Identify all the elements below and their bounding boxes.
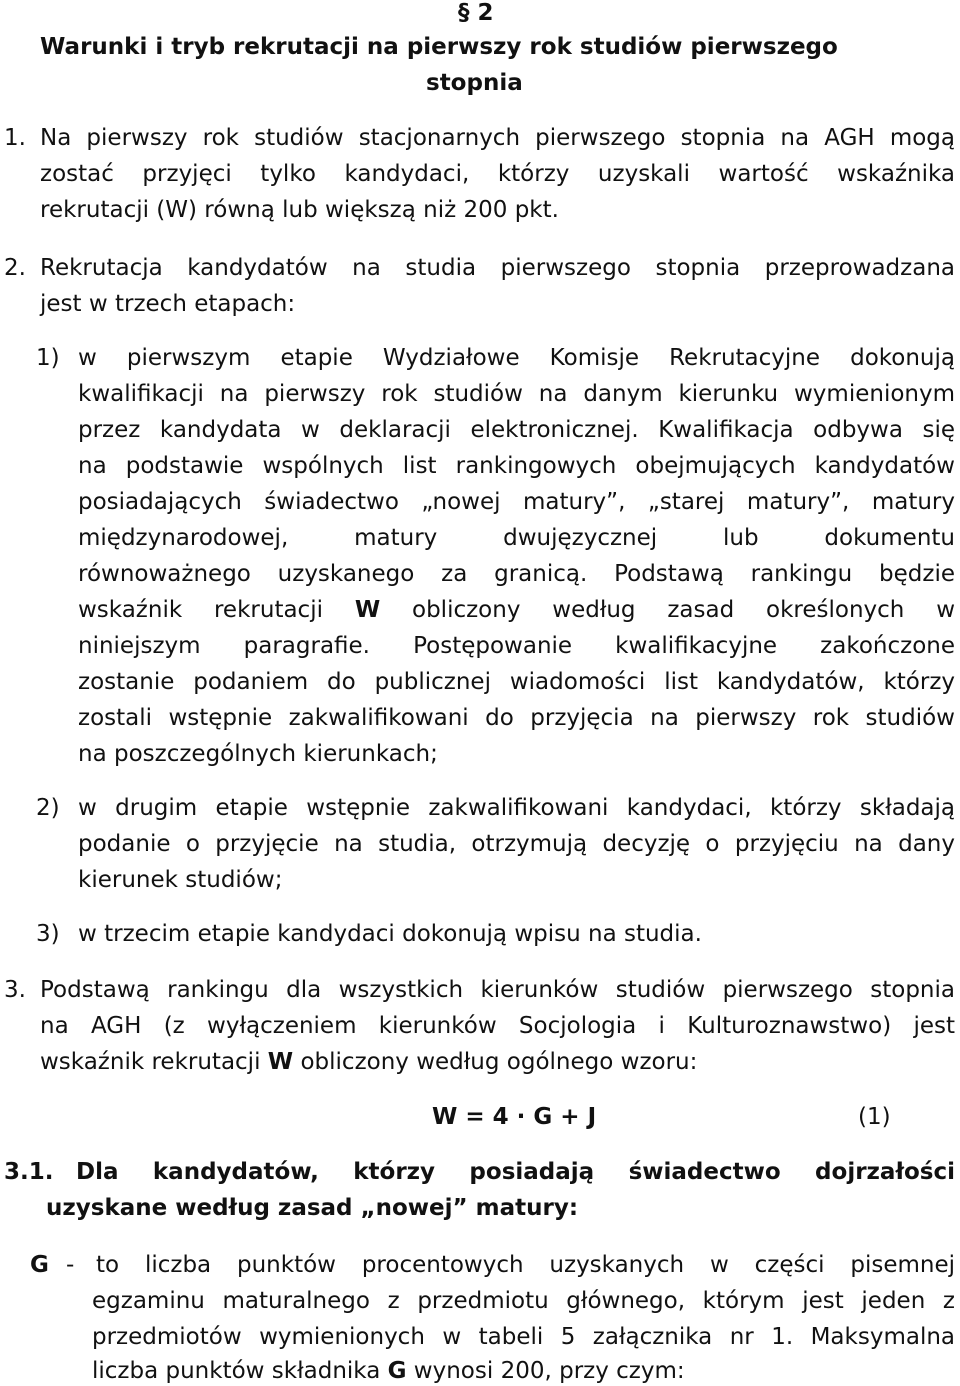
sub31-marker: 3.1. <box>4 1159 54 1185</box>
p1-line: Na pierwszy rok studiów stacjonarnych pierwszego stopnia na AGH mogą <box>40 125 955 151</box>
g-symbol-inline: G <box>387 1358 407 1384</box>
item1-line-8 <box>78 595 955 625</box>
g-def-line: to liczba punktów procentowych uzyskanych w części pisemnej <box>96 1252 955 1278</box>
item1-line: niniejszym paragrafie. Postępowanie kwalifikacyjne zakończone <box>78 633 955 659</box>
sub31-line: uzyskane według zasad „nowej” matury: <box>46 1195 579 1221</box>
item2-line: kierunek studiów; <box>78 867 283 893</box>
item3-marker: 3) <box>36 921 60 947</box>
item1-line: międzynarodowej, matury dwujęzycznej lub dokumentu <box>78 525 955 551</box>
g-dash: - <box>66 1252 75 1278</box>
g-def-line-4 <box>92 1356 685 1386</box>
item3-line: w trzecim etapie kandydaci dokonują wpisu na studia. <box>78 921 702 947</box>
item1-line: na podstawie wspólnych list rankingowych obejmujących kandydatów <box>78 453 955 479</box>
item1-line: posiadających świadectwo „nowej matury”, „starej matury”, matury <box>78 489 955 515</box>
g-def-line: egzaminu maturalnego z przedmiotu głównego, którym jest jeden z <box>92 1288 955 1314</box>
g-def-line-4-part: liczba punktów składnika <box>92 1358 388 1384</box>
item1-line-8-part: obliczony według zasad określonych w <box>380 597 956 623</box>
item1-line: zostanie podaniem do publicznej wiadomości list kandydatów, którzy <box>78 669 955 695</box>
p2-line: Rekrutacja kandydatów na studia pierwszego stopnia przeprowadzana <box>40 255 955 281</box>
w-symbol: W <box>354 597 381 623</box>
formula-number: (1) <box>858 1104 891 1130</box>
section-number: § 2 <box>458 0 494 26</box>
p3-line: na AGH (z wyłączeniem kierunków Socjologia i Kulturoznawstwo) jest <box>40 1013 955 1039</box>
p3-line-3 <box>40 1047 697 1077</box>
item1-line: na poszczególnych kierunkach; <box>78 741 438 767</box>
p3-line: Podstawą rankingu dla wszystkich kierunków studiów pierwszego stopnia <box>40 977 955 1003</box>
item1-line: równoważnego uzyskanego za granicą. Podstawą rankingu będzie <box>78 561 955 587</box>
item1-marker: 1) <box>36 345 60 371</box>
p1-line: rekrutacji (W) równą lub większą niż 200 pkt. <box>40 197 559 223</box>
p1-marker: 1. <box>4 125 26 151</box>
item1-line-8-part: wskaźnik rekrutacji <box>78 597 355 623</box>
item1-line: zostali wstępnie zakwalifikowani do przyjęcia na pierwszy rok studiów <box>78 705 955 731</box>
formula: W = 4 · G + J <box>432 1104 597 1130</box>
section-title-line1: Warunki i tryb rekrutacji na pierwszy rok studiów pierwszego <box>40 34 838 60</box>
item2-line: podanie o przyjęcie na studia, otrzymują decyzję o przyjęciu na dany <box>78 831 955 857</box>
item2-line: w drugim etapie wstępnie zakwalifikowani kandydaci, którzy składają <box>78 795 955 821</box>
item1-line: przez kandydata w deklaracji elektronicznej. Kwalifikacja odbywa się <box>78 417 955 443</box>
item1-line: kwalifikacji na pierwszy rok studiów na danym kierunku wymienionym <box>78 381 955 407</box>
p3-line-3-part: wskaźnik rekrutacji <box>40 1049 268 1075</box>
p3-marker: 3. <box>4 977 26 1003</box>
p2-marker: 2. <box>4 255 26 281</box>
p2-line: jest w trzech etapach: <box>40 291 296 317</box>
w-symbol: W <box>267 1049 294 1075</box>
p1-line: zostać przyjęci tylko kandydaci, którzy uzyskali wartość wskaźnika <box>40 161 955 187</box>
item1-line: w pierwszym etapie Wydziałowe Komisje Rekrutacyjne dokonują <box>78 345 955 371</box>
g-def-line-4-part: wynosi 200, przy czym: <box>406 1358 685 1384</box>
item2-marker: 2) <box>36 795 60 821</box>
g-symbol: G <box>30 1252 49 1278</box>
g-def-line: przedmiotów wymienionych w tabeli 5 załącznika nr 1. Maksymalna <box>92 1324 955 1350</box>
p3-line-3-part: obliczony według ogólnego wzoru: <box>293 1049 698 1075</box>
sub31-line: Dla kandydatów, którzy posiadają świadectwo dojrzałości <box>76 1159 955 1185</box>
section-title-line2: stopnia <box>426 70 523 96</box>
